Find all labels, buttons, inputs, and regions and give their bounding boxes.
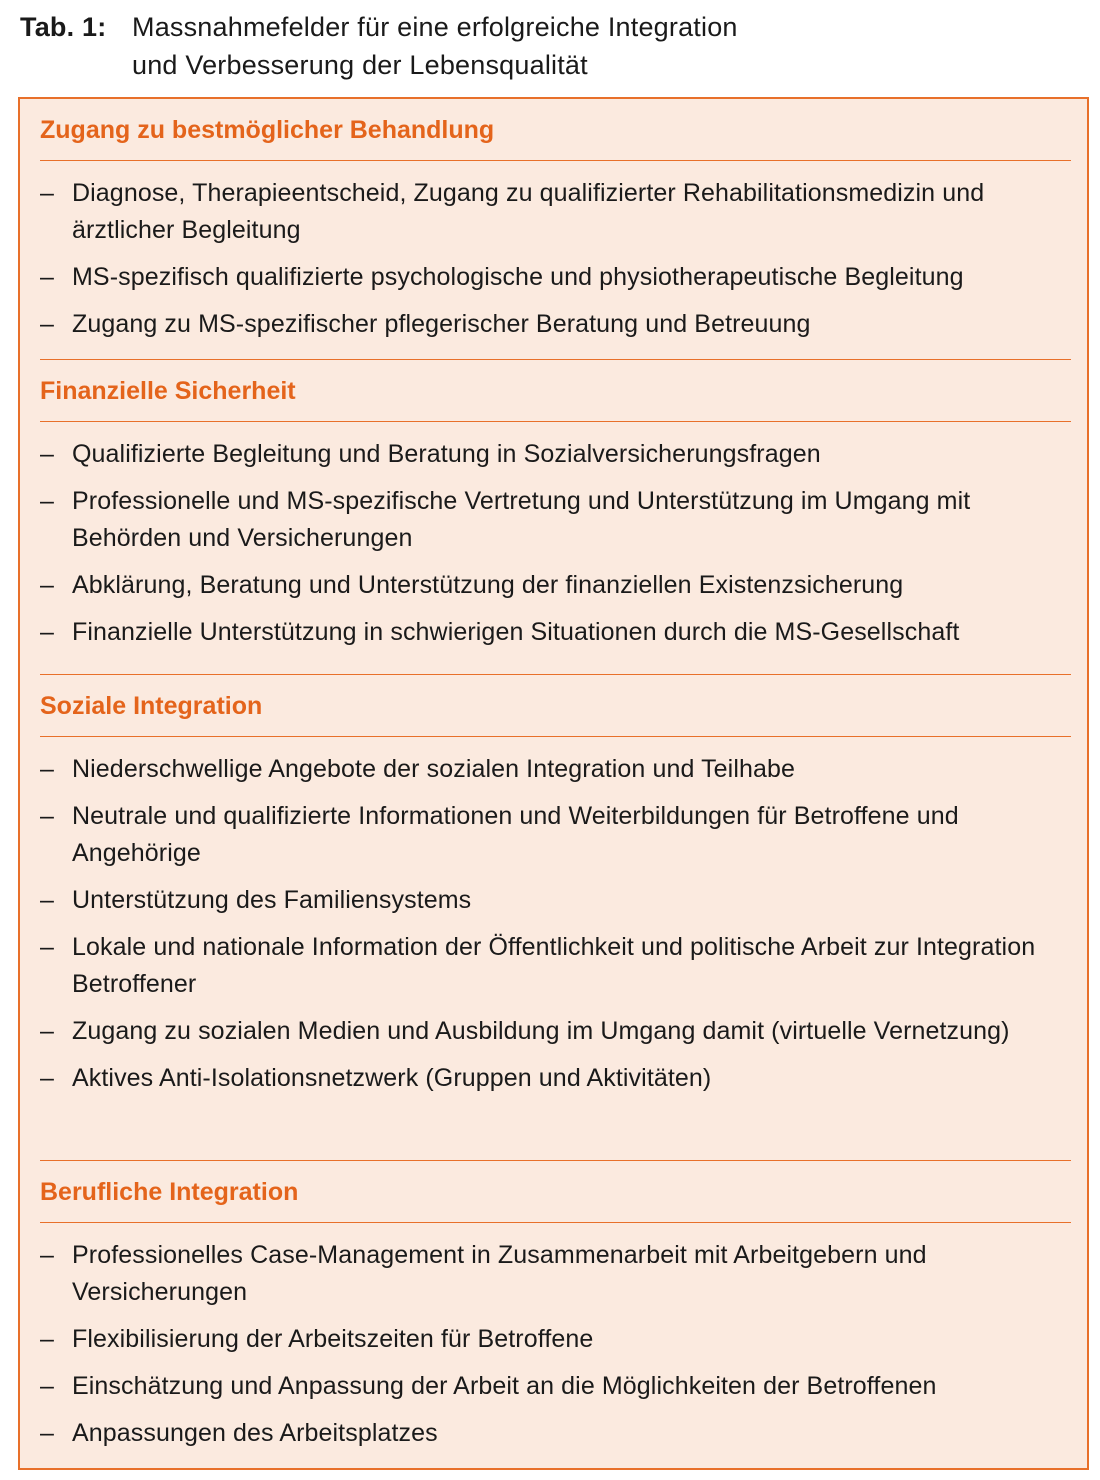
section-heading: Berufliche Integration bbox=[40, 1161, 1071, 1223]
list-item-text: Neutrale und qualifizierte Informationen und Weiterbildungen für Betroffene und Angehörige bbox=[72, 802, 959, 867]
caption-row-2 bbox=[20, 46, 1080, 84]
list-item-text: Unterstützung des Familiensystems bbox=[72, 886, 472, 914]
list-item-text: Aktives Anti-Isolationsnetzwerk (Gruppen und Aktivitäten) bbox=[72, 1064, 712, 1092]
list-item bbox=[40, 483, 1071, 557]
dash-bullet: – bbox=[40, 571, 55, 599]
list-item-text: Qualifizierte Begleitung und Beratung in Sozialversicherungsfragen bbox=[72, 440, 821, 468]
dash-bullet: – bbox=[40, 933, 55, 961]
section-treatment-access bbox=[40, 99, 1071, 353]
list-item bbox=[40, 929, 1071, 1003]
dash-bullet: – bbox=[40, 1325, 55, 1353]
dash-bullet: – bbox=[40, 487, 55, 515]
list-item-text: Professionelle und MS-spezifische Vertretung und Unterstützung im Umgang mit Behörden und Versicherungen bbox=[72, 487, 971, 552]
list-item bbox=[40, 567, 1071, 604]
dash-bullet: – bbox=[40, 310, 55, 338]
list-item-text: Zugang zu sozialen Medien und Ausbildung im Umgang damit (virtuelle Vernetzung) bbox=[72, 1017, 1010, 1045]
list-item-text: Zugang zu MS-spezifischer pflegerischer Beratung und Betreuung bbox=[72, 310, 811, 338]
list-item-text: Flexibilisierung der Arbeitszeiten für Betroffene bbox=[72, 1325, 594, 1353]
dash-bullet: – bbox=[40, 802, 55, 830]
list-item-text: Professionelles Case-Management in Zusammenarbeit mit Arbeitgebern und Versicherungen bbox=[72, 1241, 927, 1306]
caption-line-1: Massnahmefelder für eine erfolgreiche Integration bbox=[132, 12, 738, 42]
dash-bullet: – bbox=[40, 1064, 55, 1092]
list-item-text: Diagnose, Therapieentscheid, Zugang zu qualifizierter Rehabilitationsmedizin und ärztlicher Begleitung bbox=[72, 179, 985, 244]
dash-bullet: – bbox=[40, 179, 55, 207]
section-heading: Zugang zu bestmöglicher Behandlung bbox=[40, 99, 1071, 161]
section-social-integration bbox=[40, 674, 1071, 1107]
list-item-text: Lokale und nationale Information der Öffentlichkeit und politische Arbeit zur Integration Betroffener bbox=[72, 933, 1036, 998]
dash-bullet: – bbox=[40, 618, 55, 646]
dash-bullet: – bbox=[40, 1372, 55, 1400]
list-item bbox=[40, 1321, 1071, 1358]
list-item bbox=[40, 436, 1071, 473]
section-heading: Soziale Integration bbox=[40, 675, 1071, 737]
list-item bbox=[40, 1415, 1071, 1452]
dash-bullet: – bbox=[40, 1419, 55, 1447]
list-item-text: Anpassungen des Arbeitsplatzes bbox=[72, 1419, 438, 1447]
dash-bullet: – bbox=[40, 440, 55, 468]
list-item bbox=[40, 175, 1071, 249]
dash-bullet: – bbox=[40, 1241, 55, 1269]
section-financial-security bbox=[40, 359, 1071, 661]
list-item-text: MS-spezifisch qualifizierte psychologische und physiotherapeutische Begleitung bbox=[72, 263, 964, 291]
dash-bullet: – bbox=[40, 1017, 55, 1045]
list-item bbox=[40, 1013, 1071, 1050]
list-item bbox=[40, 259, 1071, 296]
section-heading: Finanzielle Sicherheit bbox=[40, 360, 1071, 422]
dash-bullet: – bbox=[40, 755, 55, 783]
list-item-text: Finanzielle Unterstützung in schwierigen Situationen durch die MS-Gesellschaft bbox=[72, 618, 960, 646]
caption-label: Tab. 1: bbox=[20, 12, 107, 42]
list-item-text: Niederschwellige Angebote der sozialen Integration und Teilhabe bbox=[72, 755, 795, 783]
list-item bbox=[40, 798, 1071, 872]
caption-row-1 bbox=[20, 8, 1080, 46]
dash-bullet: – bbox=[40, 263, 55, 291]
list-item bbox=[40, 751, 1071, 788]
dash-bullet: – bbox=[40, 886, 55, 914]
list-item bbox=[40, 1060, 1071, 1097]
section-list bbox=[40, 737, 1071, 1097]
caption-label-spacer bbox=[20, 46, 132, 84]
section-professional-integration bbox=[40, 1160, 1071, 1462]
caption-line-2: und Verbesserung der Lebensqualität bbox=[132, 50, 588, 80]
list-item bbox=[40, 1237, 1071, 1311]
section-list bbox=[40, 161, 1071, 343]
list-item bbox=[40, 1368, 1071, 1405]
table-caption bbox=[20, 8, 1080, 84]
list-item bbox=[40, 306, 1071, 343]
list-item bbox=[40, 882, 1071, 919]
list-item-text: Einschätzung und Anpassung der Arbeit an die Möglichkeiten der Betroffenen bbox=[72, 1372, 937, 1400]
measures-table bbox=[18, 97, 1089, 1470]
section-list bbox=[40, 1223, 1071, 1452]
section-list bbox=[40, 422, 1071, 651]
list-item bbox=[40, 614, 1071, 651]
list-item-text: Abklärung, Beratung und Unterstützung der finanziellen Existenzsicherung bbox=[72, 571, 904, 599]
